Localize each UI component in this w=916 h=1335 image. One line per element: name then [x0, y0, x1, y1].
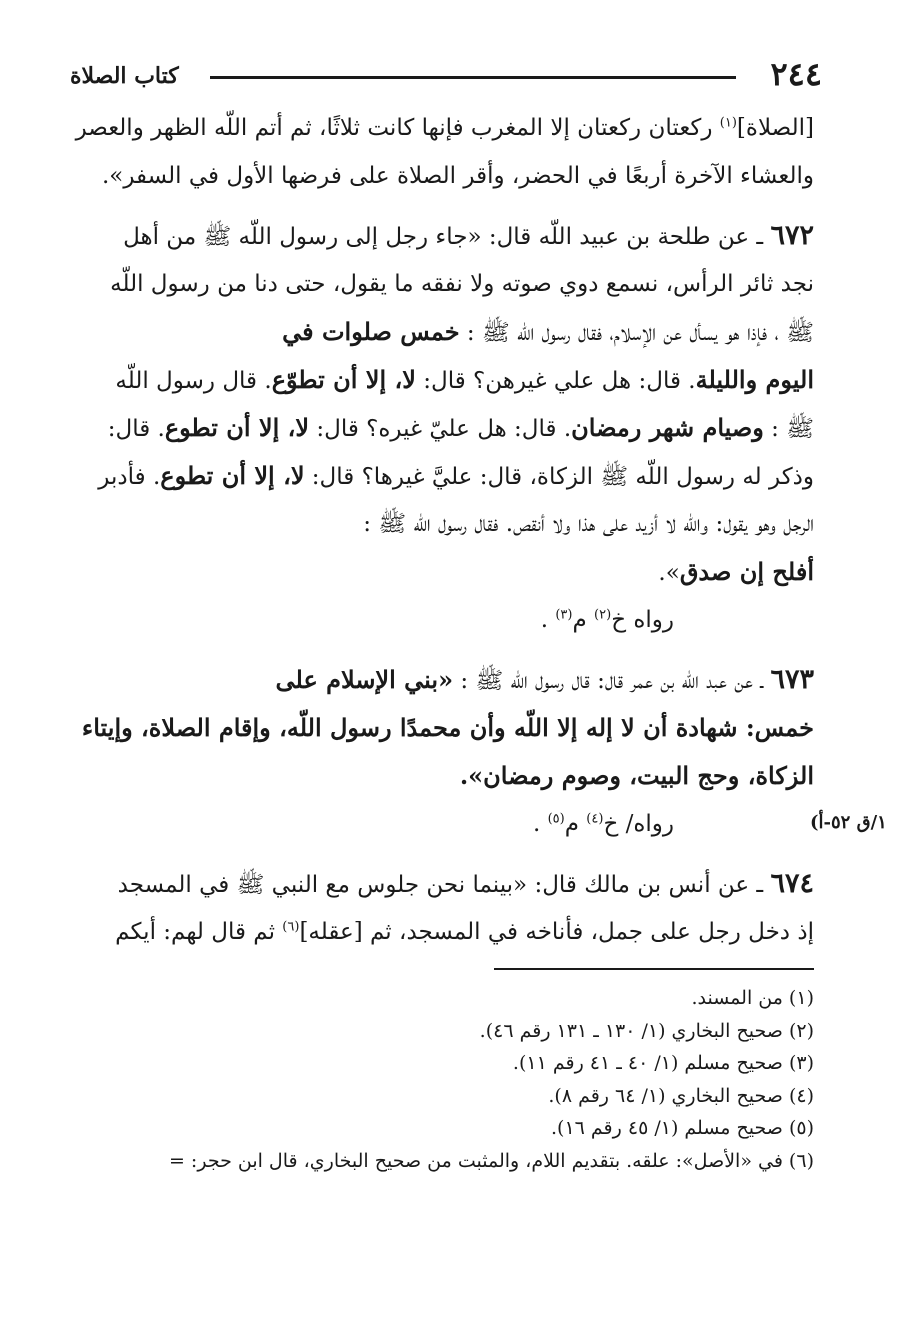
text-span: ركعتان ركعتان إلا المغرب فإنها كانت ثلاثًا، ثم أتم اللّه الظهر والعصر [75, 115, 720, 141]
text-span: . [540, 607, 556, 633]
footnote: (٣) صحيح مسلم (١/ ٤٠ ـ ٤١ رقم ١١). [512, 1052, 814, 1074]
narration-673 [68, 800, 814, 848]
text-span: إذ دخل رجل على جمل، فأناخه في المسجد، ثم [عقله] [299, 919, 814, 945]
text-span: م [564, 811, 587, 837]
bold-phrase: «بني الإسلام على [275, 665, 454, 694]
text-span: ﷺ : [763, 416, 814, 442]
text-span: . [532, 811, 548, 837]
text-line [68, 152, 814, 200]
text-line [68, 908, 814, 956]
hadith-674-start [68, 860, 814, 908]
text-span: ». [658, 560, 680, 586]
bold-phrase: خمس صلوات في [282, 317, 460, 346]
text-span: ثم قال لهم: أيكم [115, 919, 283, 945]
hadith-number: ٦٧٤ [770, 868, 814, 899]
main-text [68, 104, 814, 956]
text-span: . قال: هل علي غيرهن؟ قال: [415, 368, 696, 394]
footnote: (١) من المسند. [691, 987, 814, 1009]
text-span: . فأدبر [98, 464, 161, 490]
bold-phrase: لا، إلا أن تطوّع [271, 365, 416, 394]
text-span: ـ عن أنس بن مالك قال: «بينما نحن جلوس مع النبي ﷺ في المسجد [117, 872, 771, 898]
text-line [68, 548, 814, 596]
text-span: والعشاء الآخرة أربعًا في الحضر، وأقر الصلاة على فرضها الأول في السفر». [101, 163, 814, 189]
page-header [70, 52, 822, 100]
footnote: (٦) في «الأصل»: علقه. بتقديم اللام، والمثبت من صحيح البخاري، قال ابن حجر: = [168, 1149, 814, 1172]
text-line [68, 752, 814, 800]
page-number: ٢٤٤ [770, 55, 822, 93]
footnote-ref: (٤) [586, 811, 604, 827]
bold-phrase: الزكاة، وحج البيت، وصوم رمضان». [459, 761, 814, 790]
bracketed-word: [الصلاة] [736, 115, 814, 141]
bold-phrase: اليوم والليلة [695, 365, 814, 394]
narration-672 [68, 596, 814, 644]
header-rule [210, 76, 736, 79]
text-span: ـ عن طلحة بن عبيد اللّه قال: «جاء رجل إلى رسول اللّه ﷺ من أهل [123, 224, 771, 250]
bold-phrase: لا، إلا أن تطوع [164, 413, 310, 442]
text-span: ـ عن عبد اللّه بن عمر قال: قال رسول اللّه ﷺ : [453, 668, 771, 694]
text-span: . قال رسول اللّه [115, 368, 272, 394]
bold-phrase: وصيام شهر رمضان [571, 413, 764, 442]
text-line [68, 452, 814, 500]
text-span: م [572, 607, 595, 633]
footnote: (٤) صحيح البخاري (١/ ٦٤ رقم ٨). [548, 1084, 814, 1107]
text-line [68, 260, 814, 308]
footnote-ref: (٦) [282, 919, 300, 935]
footnote-ref: (٥) [547, 811, 565, 827]
text-span: . قال: [107, 416, 165, 442]
text-line [68, 104, 814, 152]
text-line [68, 404, 814, 452]
footnote-ref: (٣) [555, 607, 573, 623]
manuscript-margin-note: ١/ق ٥٢-أ) [810, 812, 887, 833]
text-span: الرجل وهو يقول: واللّه لا أزيد على هذا ولا أنقص. فقال رسول اللّه ﷺ : [363, 511, 814, 537]
footnote: (٥) صحيح مسلم (١/ ٤٥ رقم ١٦). [551, 1117, 814, 1139]
hadith-number: ٦٧٣ [770, 664, 814, 695]
text-line [68, 308, 814, 356]
footnote-ref: (١) [719, 115, 737, 131]
hadith-672-start [68, 212, 814, 260]
text-span: رواه خ [611, 607, 674, 633]
text-span: نجد ثائر الرأس، نسمع دوي صوته ولا نفقه ما يقول، حتى دنا من رسول اللّه [110, 271, 814, 297]
text-span: . قال: هل عليّ غيره؟ قال: [309, 416, 572, 442]
footnote-separator [494, 968, 814, 970]
text-span: رواه/ خ [603, 811, 674, 837]
text-span: ﷺ ، فإذا هو يسأل عن الإسلام، فقال رسول اللّه ﷺ : [459, 320, 814, 346]
bold-phrase: خمس: شهادة أن لا إله إلا اللّه وأن محمدًا رسول اللّه، وإقام الصلاة، وإيتاء [81, 713, 814, 742]
text-line [68, 704, 814, 752]
hadith-number: ٦٧٢ [770, 220, 814, 251]
text-line [68, 356, 814, 404]
bold-phrase: أفلح إن صدق [679, 557, 814, 586]
text-span: وذكر له رسول اللّه ﷺ الزكاة، قال: عليَّ غيرها؟ قال: [304, 464, 814, 490]
footnotes [68, 982, 814, 1177]
text-line [68, 500, 814, 548]
hadith-673-start [68, 656, 814, 704]
footnote-ref: (٢) [594, 607, 612, 623]
bold-phrase: لا، إلا أن تطوع [160, 461, 305, 490]
footnote: (٢) صحيح البخاري (١/ ١٣٠ ـ ١٣١ رقم ٤٦). [479, 1019, 814, 1042]
chapter-title: كتاب الصلاة [70, 63, 179, 89]
